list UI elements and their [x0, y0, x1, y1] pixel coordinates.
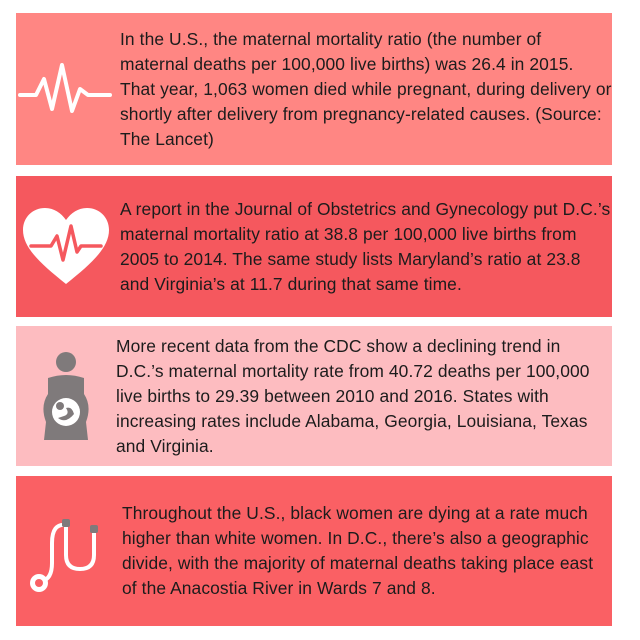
- card-text: [122, 476, 612, 626]
- info-card-racial-geographic-divide: [16, 476, 612, 626]
- info-card-lancet: [16, 13, 612, 165]
- card-4-text: Throughout the U.S., black women are dying at a rate much higher than white women. In D.C., there’s also a geographic divide, with the majority of maternal deaths taking place east of the Anacostia River in Wards 7 and 8.: [122, 503, 594, 598]
- card-2-text: A report in the Journal of Obstetrics and Gynecology put D.C.’s maternal mortality ratio at 38.8 per 100,000 live births from 2005 to 2014. The same study lists Maryland’s ratio at 23.8 and Virginia’s at 11.7 during that same time.: [120, 198, 611, 294]
- card-text: [116, 326, 612, 466]
- info-card-obgyn-report: [16, 176, 612, 317]
- card-3-text: More recent data from the CDC show a declining trend in D.C.’s maternal mortality rate from 40.72 deaths per 100,000 live births to 29.39 between 2010 and 2016. States with increasing rates include Alabama, Georgia, Louisiana, Texas and Virginia.: [116, 335, 590, 456]
- info-card-cdc-data: [16, 326, 612, 466]
- card-text: [120, 13, 612, 165]
- stethoscope-icon: [16, 476, 116, 626]
- heartbeat-line-icon: [16, 13, 116, 165]
- pregnant-woman-icon: [16, 326, 116, 466]
- card-text: [120, 176, 612, 317]
- card-1-text: In the U.S., the maternal mortality ratio (the number of maternal deaths per 100,000 live births) was 26.4 in 2015. That year, 1,063 women died while pregnant, during delivery or shortly after delivery from pregnancy-related causes. (Source: The Lancet): [120, 28, 612, 149]
- heart-pulse-icon: [16, 176, 116, 317]
